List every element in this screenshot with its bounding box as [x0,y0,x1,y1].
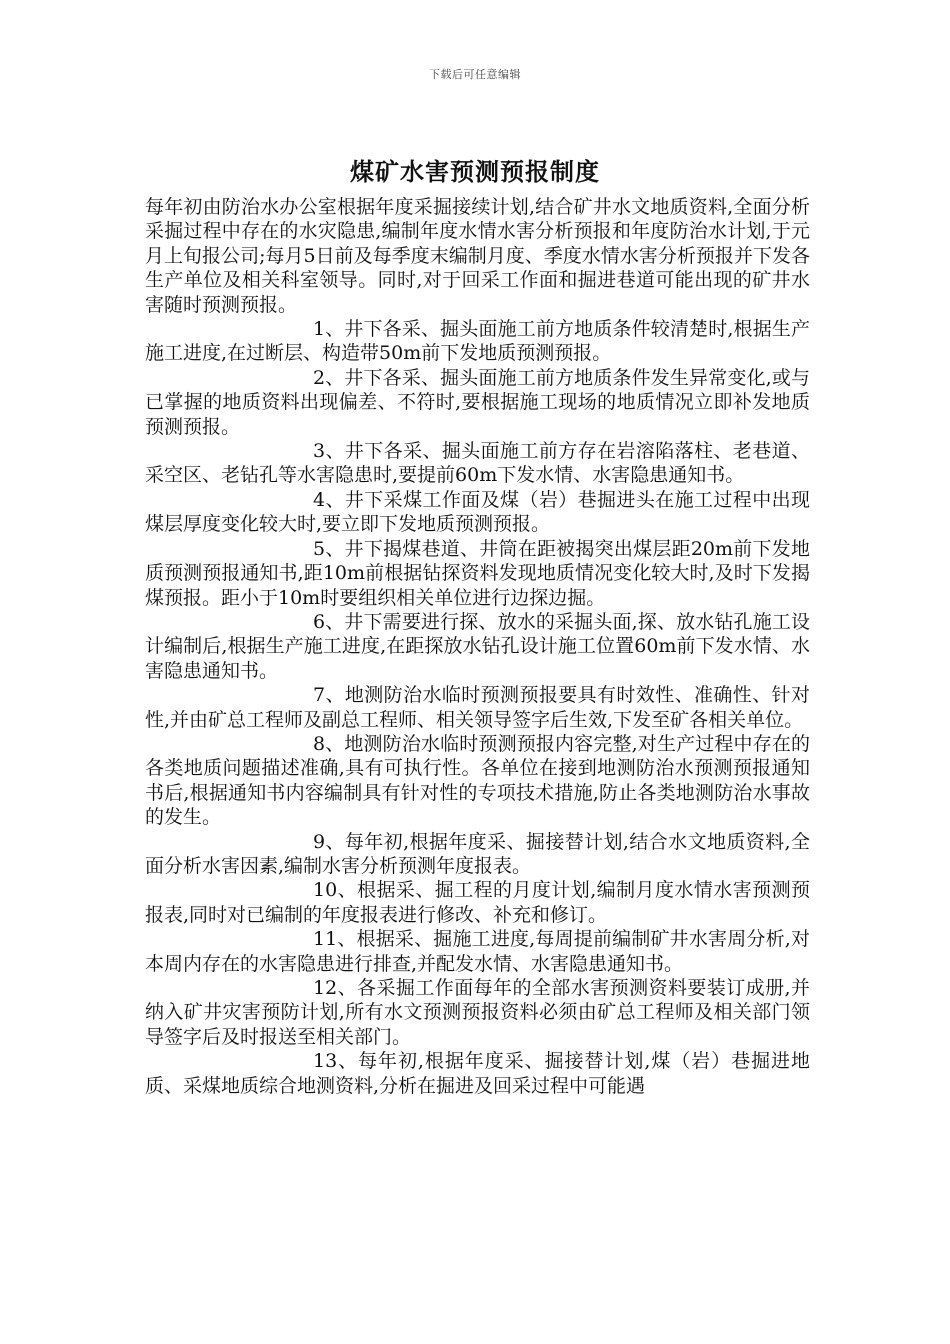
list-item: 7、地测防治水临时预测预报要具有时效性、准确性、针对性,并由矿总工程师及副总工程师、相关领导签字后生效,下发至矿各相关单位。 [145,684,810,731]
list-item: 2、井下各采、掘头面施工前方地质条件发生异常变化,或与已掌握的地质资料出现偏差、不符时,要根据施工现场的地质情况立即补发地质预测预报。 [145,366,810,438]
list-item: 13、每年初,根据年度采、掘接替计划,煤（岩）巷掘进地质、采煤地质综合地测资料,分析在掘进及回采过程中可能遇 [145,1050,810,1097]
list-item: 8、地测防治水临时预测预报内容完整,对生产过程中存在的各类地质问题描述准确,具有可执行性。各单位在接到地测防治水预测预报通知书后,根据通知书内容编制具有针对性的专项技术措施,防止各类地测防治水事故的发生。 [145,732,810,829]
list-item: 3、井下各采、掘头面施工前方存在岩溶陷落柱、老巷道、采空区、老钻孔等水害隐患时,要提前60m下发水情、水害隐患通知书。 [145,440,810,487]
list-item: 1、井下各采、掘头面施工前方地质条件较清楚时,根据生产施工进度,在过断层、构造带50m前下发地质预测预报。 [145,318,810,365]
document-title: 煤矿水害预测预报制度 [350,157,600,186]
list-item: 5、井下揭煤巷道、井筒在距被揭突出煤层距20m前下发地质预测预报通知书,距10m前根据钻探资料发现地质情况变化较大时,及时下发揭煤预报。距小于10m时要组织相关单位进行边探边掘。 [145,537,810,609]
list-item: 10、根据采、掘工程的月度计划,编制月度水情水害预测预报表,同时对已编制的年度报表进行修改、补充和修订。 [145,879,810,926]
header-note: 下载后可任意编辑 [429,68,521,81]
intro-paragraph: 每年初由防治水办公室根据年度采掘接续计划,结合矿井水文地质资料,全面分析采掘过程中存在的水灾隐患,编制年度水情水害分析预报和年度防治水计划,于元月上旬报公司;每月5日前及每季度末编制月度、季度水情水害分析预报并下发各生产单位及相关科室领导。同时,对于回采工作面和掘进巷道可能出现的矿井水害随时预测预报。 [145,196,810,316]
list-item: 11、根据采、掘施工进度,每周提前编制矿井水害周分析,对本周内存在的水害隐患进行排查,并配发水情、水害隐患通知书。 [145,928,810,975]
document-body [145,195,810,1098]
list-item: 12、各采掘工作面每年的全部水害预测资料要装订成册,并纳入矿井灾害预防计划,所有水文预测预报资料必须由矿总工程师及相关部门领导签字后及时报送至相关部门。 [145,977,810,1048]
list-item: 6、井下需要进行探、放水的采掘头面,探、放水钻孔施工设计编制后,根据生产施工进度,在距探放水钻孔设计施工位置60m前下发水情、水害隐患通知书。 [145,610,810,682]
list-item: 9、每年初,根据年度采、掘接替计划,结合水文地质资料,全面分析水害因素,编制水害分析预测年度报表。 [145,830,810,877]
list-item: 4、井下采煤工作面及煤（岩）巷掘进头在施工过程中出现煤层厚度变化较大时,要立即下发地质预测预报。 [145,488,810,536]
